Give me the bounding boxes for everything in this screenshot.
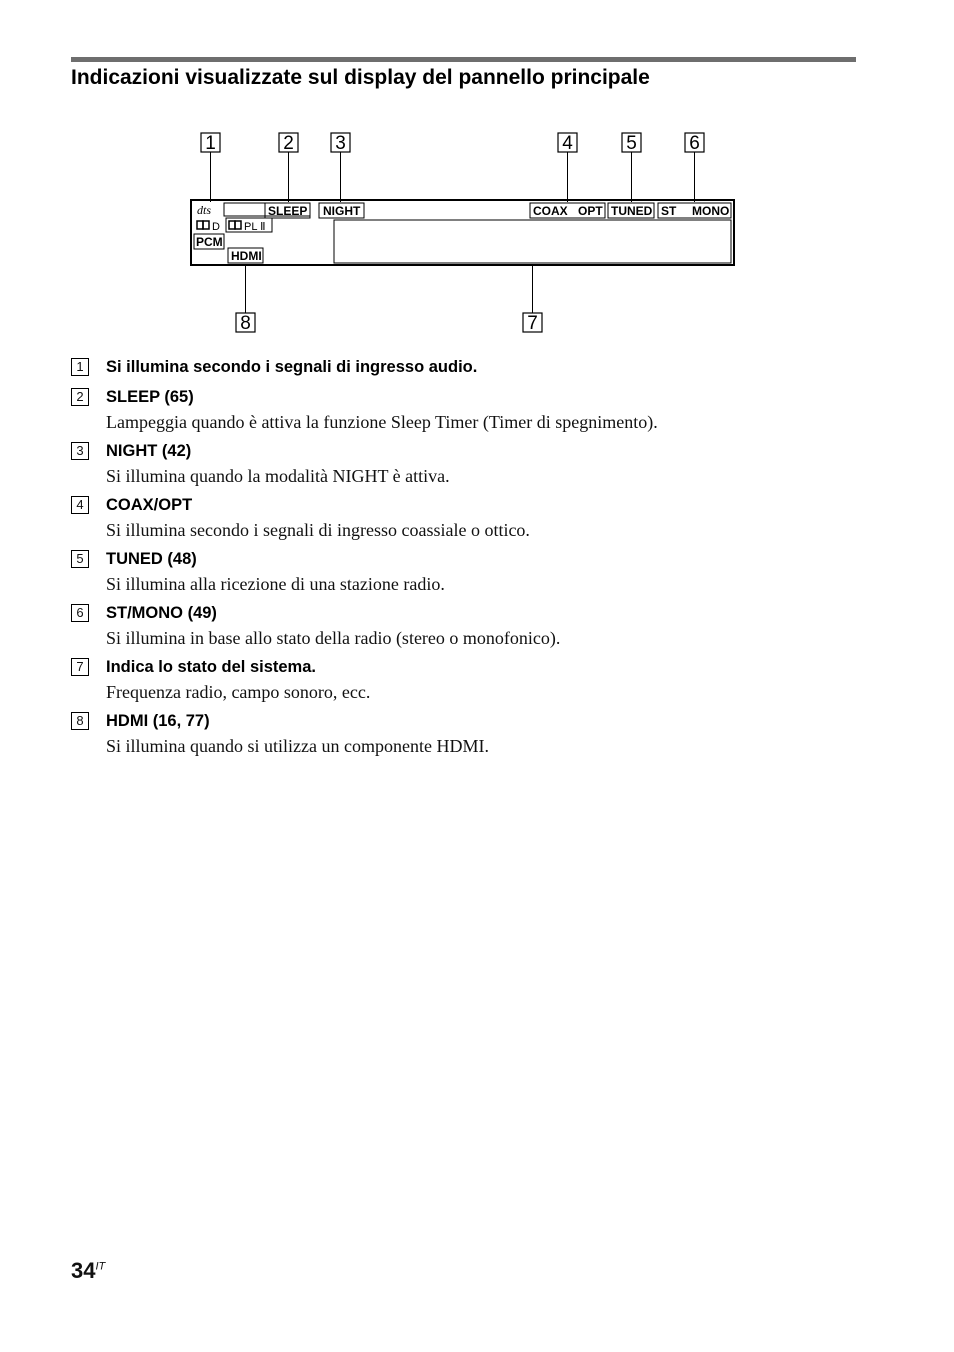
status-area — [334, 220, 731, 263]
svg-text:PCM: PCM — [196, 235, 223, 249]
page-heading: Indicazioni visualizzate sul display del pannello principale — [71, 66, 650, 89]
svg-text:TUNED: TUNED — [611, 204, 653, 218]
item-title: Si illumina secondo i segnali di ingresso audio. — [106, 358, 478, 376]
display-panel-diagram — [185, 125, 745, 340]
callout-2 — [279, 133, 298, 154]
item-description: Si illumina alla ricezione di una stazione radio. — [106, 574, 445, 594]
list-item — [71, 441, 871, 489]
night-indicator — [319, 203, 364, 218]
list-item — [71, 711, 871, 759]
item-number: 8 — [71, 712, 89, 730]
svg-text:3: 3 — [335, 133, 346, 154]
item-description: Si illumina quando la modalità NIGHT è attiva. — [106, 466, 450, 486]
item-description: Si illumina secondo i segnali di ingresso coassiale o ottico. — [106, 520, 530, 540]
item-title: ST/MONO (49) — [106, 604, 217, 622]
list-item — [71, 549, 871, 597]
svg-text:PL Ⅱ: PL Ⅱ — [244, 221, 266, 233]
list-item — [71, 495, 871, 543]
list-item — [71, 657, 871, 705]
item-description: Si illumina in base allo stato della radio (stereo o monofonico). — [106, 628, 561, 648]
item-title: NIGHT (42) — [106, 442, 192, 460]
callout-7 — [523, 313, 542, 334]
svg-text:4: 4 — [562, 133, 573, 154]
svg-text:5: 5 — [626, 133, 637, 154]
page-number-suffix: IT — [95, 1260, 106, 1273]
top-rule — [71, 57, 856, 62]
item-number: 2 — [71, 388, 89, 406]
svg-text:D: D — [212, 221, 220, 233]
callout-4 — [558, 133, 577, 154]
item-number: 7 — [71, 658, 89, 676]
svg-text:HDMI: HDMI — [231, 249, 262, 263]
item-number: 3 — [71, 442, 89, 460]
item-description: Si illumina quando si utilizza un componente HDMI. — [106, 736, 489, 756]
callout-5 — [622, 133, 641, 154]
item-number: 4 — [71, 496, 89, 514]
list-item — [71, 603, 871, 651]
svg-text:OPT: OPT — [578, 204, 603, 218]
item-title: SLEEP (65) — [106, 388, 194, 406]
hdmi-indicator — [228, 248, 263, 263]
list-item — [71, 357, 871, 377]
tuned-indicator — [608, 203, 654, 218]
list-item — [71, 387, 871, 435]
coax-opt-indicator — [530, 203, 605, 218]
indicator-list — [71, 357, 871, 759]
leader-lines — [211, 152, 695, 313]
page-number: $34^{IT}$ — [71, 1258, 106, 1283]
item-number: 6 — [71, 604, 89, 622]
callout-6 — [685, 133, 704, 154]
svg-text:ST: ST — [661, 204, 677, 218]
svg-text:6: 6 — [689, 133, 700, 154]
svg-text:NIGHT: NIGHT — [323, 204, 361, 218]
pcm-indicator — [194, 234, 224, 249]
dolby-digital-indicator — [197, 221, 220, 233]
svg-text:8: 8 — [240, 313, 251, 334]
svg-text:7: 7 — [527, 313, 538, 334]
item-description: Lampeggia quando è attiva la funzione Sleep Timer (Timer di spegnimento). — [106, 412, 658, 432]
svg-text:COAX: COAX — [533, 204, 568, 218]
callout-3 — [331, 133, 350, 154]
pro-logic-ii-indicator — [226, 218, 272, 233]
svg-text:MONO: MONO — [692, 204, 730, 218]
callout-8 — [236, 313, 255, 334]
callout-1 — [201, 133, 220, 154]
item-title: Indica lo stato del sistema. — [106, 658, 316, 676]
item-title: TUNED (48) — [106, 550, 197, 568]
item-number: 1 — [71, 358, 89, 376]
item-description: Frequenza radio, campo sonoro, ecc. — [106, 682, 371, 702]
svg-text:2: 2 — [283, 133, 294, 154]
svg-text:1: 1 — [205, 133, 216, 154]
svg-text:SLEEP: SLEEP — [268, 204, 308, 218]
sleep-indicator — [265, 203, 310, 218]
dts-indicator — [197, 203, 211, 217]
item-number: 5 — [71, 550, 89, 568]
item-title: COAX/OPT — [106, 496, 193, 514]
svg-text:dts: dts — [197, 203, 212, 217]
item-title: HDMI (16, 77) — [106, 712, 210, 730]
st-mono-indicator — [658, 203, 731, 218]
